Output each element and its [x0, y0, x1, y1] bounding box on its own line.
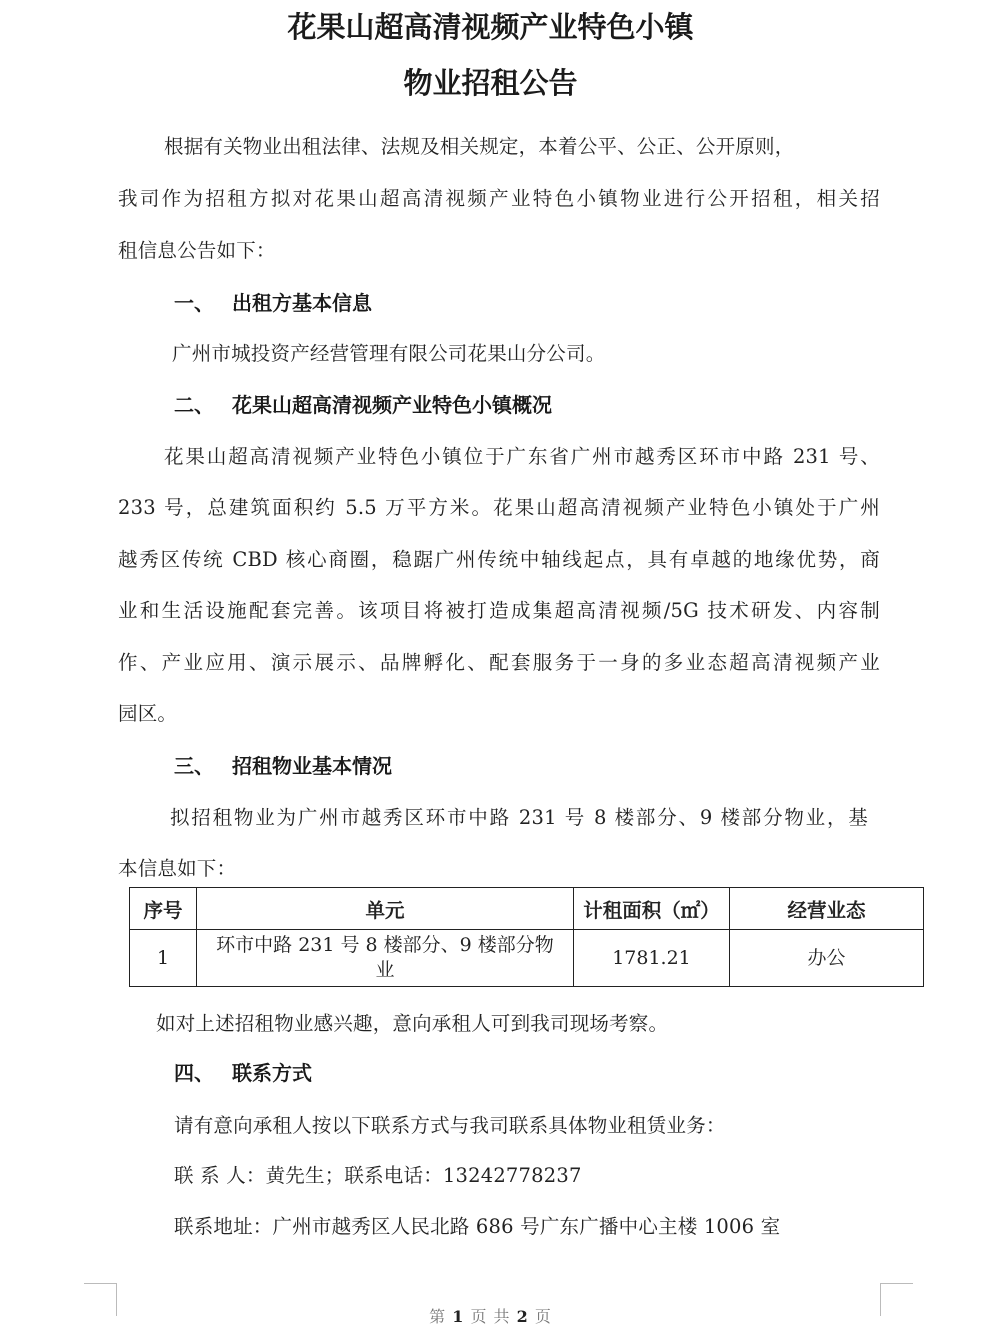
header-index: 序号	[130, 888, 197, 930]
section-number: 一、	[174, 291, 214, 315]
header-usage: 经营业态	[730, 888, 924, 930]
footer-prefix: 第	[429, 1307, 447, 1326]
cell-usage: 办公	[730, 930, 924, 987]
section-2-line-3: 越秀区传统 CBD 核心商圈，稳踞广州传统中轴线起点，具有卓越的地缘优势，商	[118, 548, 880, 571]
section-2-line-6: 园区。	[118, 702, 178, 725]
section-2-line-5: 作、产业应用、演示展示、品牌孵化、配套服务于一身的多业态超高清视频产业	[118, 651, 880, 674]
cell-unit: 环市中路 231 号 8 楼部分、9 楼部分物业	[197, 930, 574, 987]
section-number: 二、	[174, 393, 214, 417]
section-1-line-1: 广州市城投资产经营管理有限公司花果山分公司。	[172, 342, 606, 365]
section-heading-3	[174, 752, 392, 780]
section-2-line-1: 花果山超高清视频产业特色小镇位于广东省广州市越秀区环市中路 231 号、	[164, 445, 880, 468]
section-number: 三、	[174, 754, 214, 778]
section-heading-4	[174, 1059, 312, 1087]
total-page-number: 2	[516, 1307, 529, 1326]
section-3-line-1: 拟招租物业为广州市越秀区环市中路 231 号 8 楼部分、9 楼部分物业，基	[170, 806, 868, 829]
cell-area: 1781.21	[574, 930, 730, 987]
section-title: 联系方式	[232, 1061, 312, 1085]
intro-line-2: 我司作为招租方拟对花果山超高清视频产业特色小镇物业进行公开招租，相关招	[118, 187, 880, 210]
section-2-line-2: 233 号，总建筑面积约 5.5 万平方米。花果山超高清视频产业特色小镇处于广州	[118, 496, 880, 519]
contact-address-line: 联系地址：广州市越秀区人民北路 686 号广东广播中心主楼 1006 室	[174, 1215, 781, 1238]
section-2-line-4: 业和生活设施配套完善。该项目将被打造成集超高清视频/5G 技术研发、内容制	[118, 599, 880, 622]
section-heading-1	[174, 289, 372, 317]
section-number: 四、	[174, 1061, 214, 1085]
header-area: 计租面积（㎡）	[574, 888, 730, 930]
current-page-number: 1	[452, 1307, 465, 1326]
page-subtitle: 物业招租公告	[403, 66, 578, 100]
page-footer	[0, 1304, 981, 1327]
cell-index: 1	[130, 930, 197, 987]
section-title: 花果山超高清视频产业特色小镇概况	[232, 393, 552, 417]
section-4-line-1: 请有意向承租人按以下联系方式与我司联系具体物业租赁业务：	[174, 1114, 726, 1137]
section-3-line-2: 本信息如下：	[118, 857, 237, 880]
intro-line-3: 租信息公告如下：	[118, 239, 276, 262]
section-title: 招租物业基本情况	[232, 754, 392, 778]
property-table	[129, 887, 924, 987]
contact-person-line: 联 系 人：黄先生；联系电话：13242778237	[174, 1164, 582, 1187]
table-header-row	[130, 888, 924, 930]
footer-suffix: 页	[534, 1307, 552, 1326]
section-3-after-table: 如对上述招租物业感兴趣，意向承租人可到我司现场考察。	[156, 1012, 669, 1035]
section-heading-2	[174, 391, 552, 419]
section-title: 出租方基本信息	[232, 291, 372, 315]
footer-middle: 页 共	[470, 1307, 511, 1326]
header-unit: 单元	[197, 888, 574, 930]
table-row	[130, 930, 924, 987]
intro-line-1: 根据有关物业出租法律、法规及相关规定，本着公平、公正、公开原则，	[164, 135, 795, 158]
page-title: 花果山超高清视频产业特色小镇	[287, 10, 694, 44]
